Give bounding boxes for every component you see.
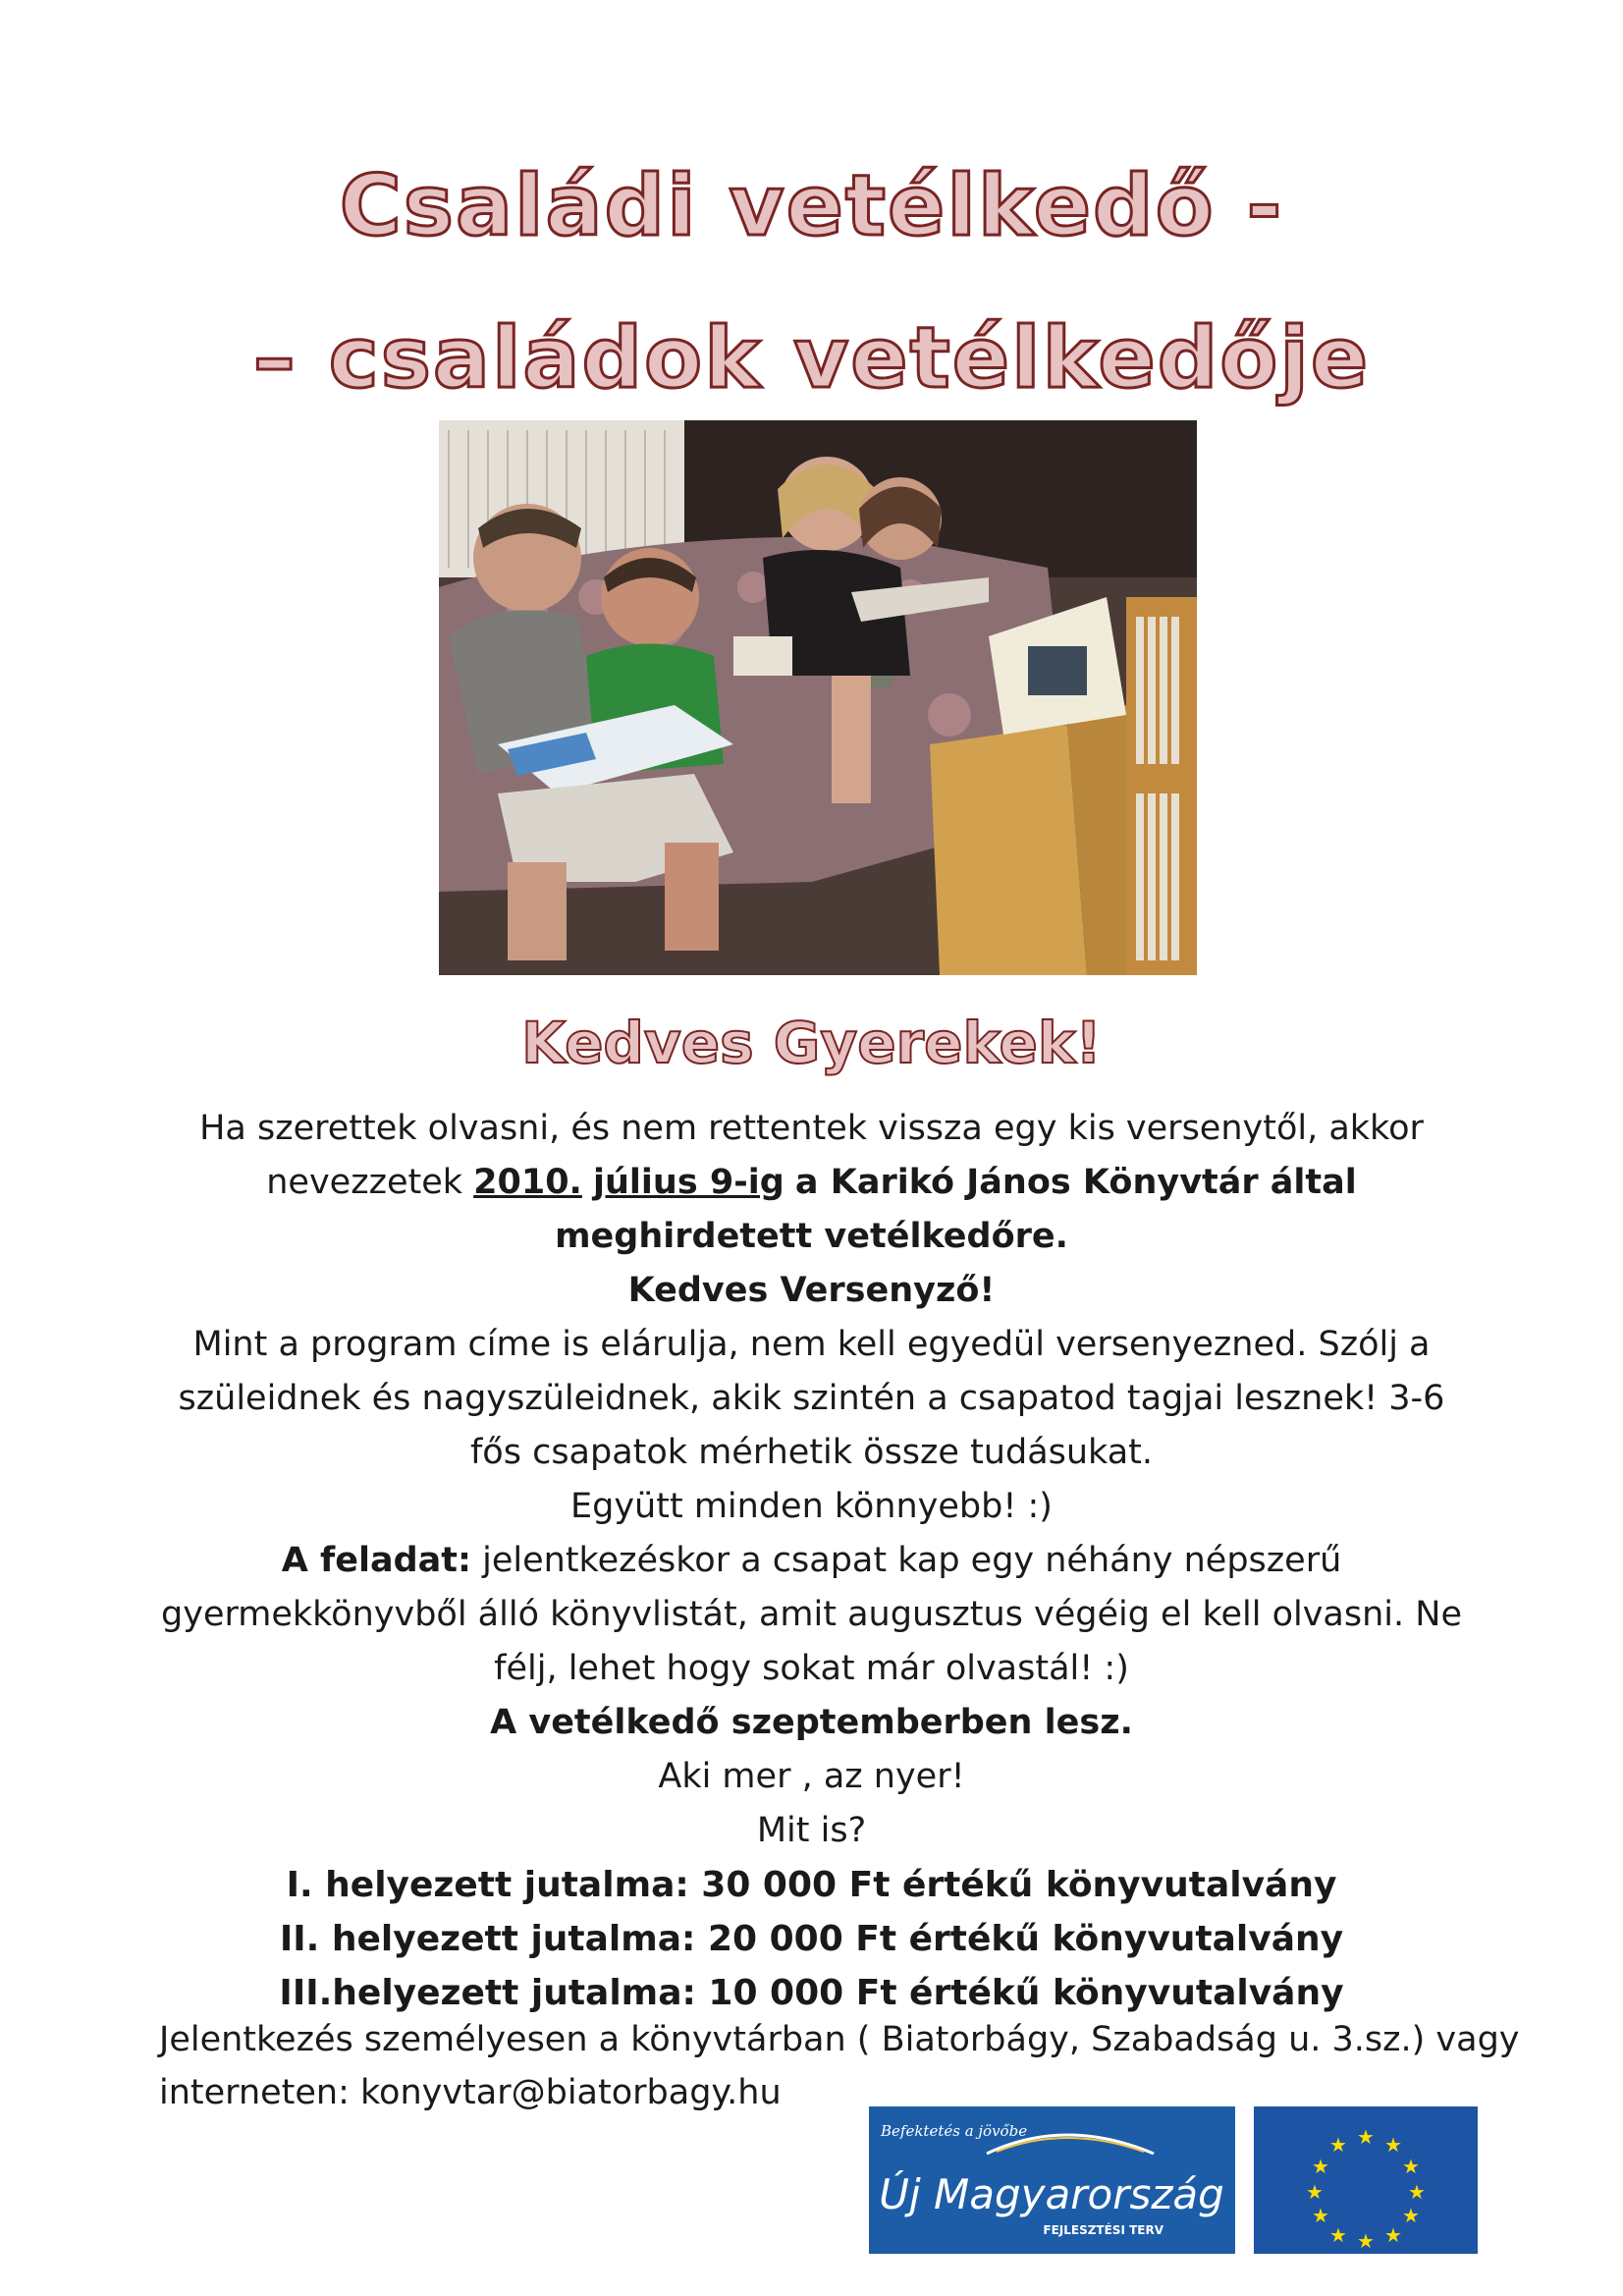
task-line2: gyermekkönyvből álló könyvlistát, amit augusztus végéig el kell olvasni. Ne	[161, 1595, 1462, 1634]
logo-name: Új Magyarország	[879, 2170, 1224, 2218]
task-label: A feladat:	[281, 1541, 471, 1580]
logo-sub: FEJLESZTÉSI TERV	[1043, 2223, 1163, 2237]
svg-text:★: ★	[1402, 2155, 1420, 2178]
svg-text:★: ★	[1306, 2180, 1324, 2204]
svg-text:★: ★	[1312, 2155, 1329, 2178]
title-line-1: Családi vetélkedő -	[339, 157, 1284, 255]
svg-text:★: ★	[1357, 2125, 1375, 2149]
paragraph2-line2: szüleidnek és nagyszüleidnek, akik szintén a csapatod tagjai lesznek! 3-6	[178, 1379, 1445, 1418]
svg-text:★: ★	[1402, 2204, 1420, 2227]
task-text1: jelentkezéskor a csapat kap egy néhány népszerű	[482, 1541, 1342, 1580]
event-date-line: A vetélkedő szeptemberben lesz.	[490, 1703, 1133, 1742]
title-line-2: – családok vetélkedője	[252, 309, 1371, 408]
svg-text:★: ★	[1384, 2223, 1402, 2247]
deadline-date: július 9-ig	[593, 1163, 784, 1202]
greeting-heading: Kedves Gyerekek!	[521, 1010, 1102, 1076]
svg-text:★: ★	[1312, 2204, 1329, 2227]
year-text: 2010.	[473, 1163, 582, 1202]
paragraph2-line3: fős csapatok mérhetik össze tudásukat.	[469, 1433, 1154, 1472]
uj-magyarorszag-logo	[869, 2106, 1235, 2254]
greeting-contestant: Kedves Versenyző!	[627, 1271, 996, 1310]
eu-flag-logo	[1254, 2106, 1478, 2254]
contact-line2: interneten: konyvtar@biatorbagy.hu	[159, 2073, 782, 2112]
prize-second: II. helyezett jutalma: 20 000 Ft értékű könyvutalvány	[279, 1919, 1344, 1959]
prize-first: I. helyezett jutalma: 30 000 Ft értékű könyvutalvány	[286, 1865, 1337, 1905]
task-line3: félj, lehet hogy sokat már olvastál! :)	[494, 1649, 1129, 1688]
paragraph1-text2: nevezzetek	[266, 1163, 462, 1202]
svg-text:★: ★	[1329, 2133, 1347, 2157]
contact-info	[159, 2013, 1520, 2119]
svg-text:★: ★	[1384, 2133, 1402, 2157]
paragraph1-line2	[147, 1156, 1476, 1210]
prize-third: III.helyezett jutalma: 10 000 Ft értékű könyvutalvány	[279, 1973, 1344, 2013]
motto-line: Aki mer , az nyer!	[658, 1757, 965, 1796]
svg-text:★: ★	[1357, 2229, 1375, 2253]
task-line1	[147, 1534, 1476, 1588]
paragraph2-line1: Mint a program címe is elárulja, nem kell egyedül versenyezned. Szólj a	[192, 1325, 1431, 1364]
logo-tagline: Befektetés a jövőbe	[881, 2122, 1028, 2140]
svg-text:★: ★	[1329, 2223, 1347, 2247]
eu-stars-icon	[1254, 2106, 1478, 2254]
contact-line1: Jelentkezés személyesen a könyvtárban ( Biatorbágy, Szabadság u. 3.sz.) vagy	[159, 2020, 1520, 2059]
body-text	[147, 1102, 1476, 2020]
paragraph2-line4: Együtt minden könnyebb! :)	[570, 1487, 1053, 1526]
paragraph1-text3: a Karikó János Könyvtár által	[794, 1163, 1357, 1202]
question-line: Mit is?	[756, 1811, 867, 1850]
paragraph1-line1: Ha szerettek olvasni, és nem rettentek vissza egy kis versenytől, akkor	[199, 1109, 1424, 1148]
svg-text:★: ★	[1408, 2180, 1426, 2204]
children-reading-photo	[439, 420, 1197, 975]
paragraph1-line3: meghirdetett vetélkedőre.	[555, 1217, 1068, 1256]
